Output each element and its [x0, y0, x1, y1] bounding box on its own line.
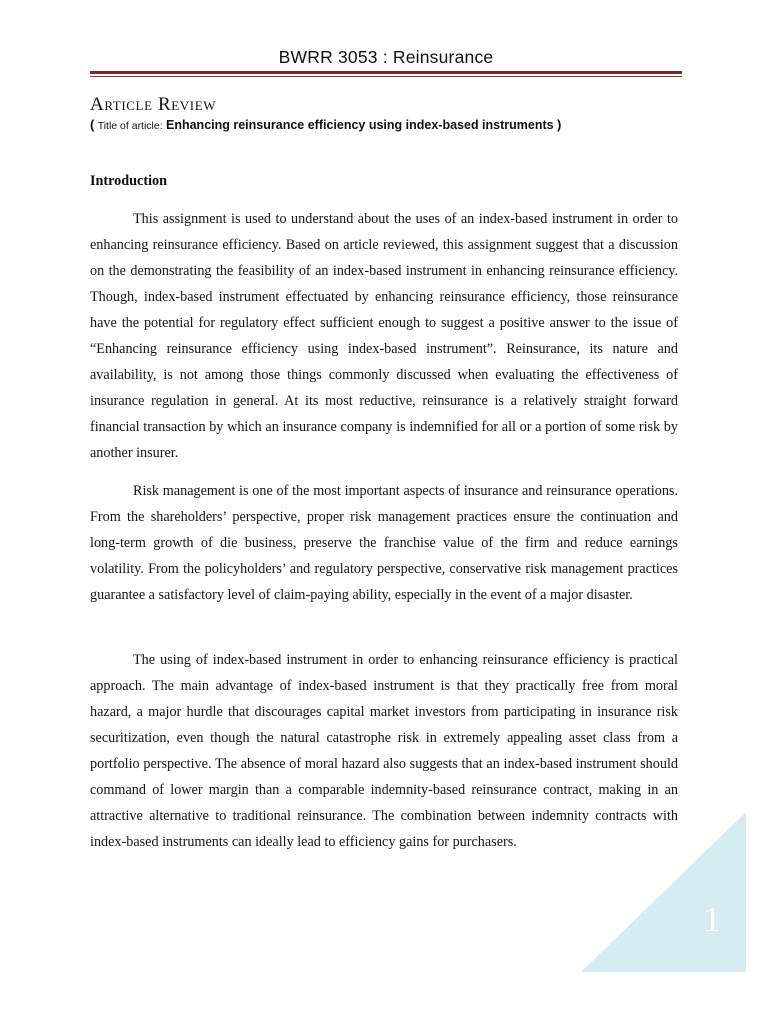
header-rule-thick — [90, 71, 682, 74]
header-rule-thin — [90, 76, 682, 77]
article-review-heading: Article Review — [90, 94, 217, 115]
title-close-paren: ) — [556, 117, 562, 132]
title-open-paren: ( — [90, 117, 95, 132]
page-corner-triangle — [581, 812, 746, 972]
page-number: 1 — [703, 899, 721, 939]
paragraph-2: Risk management is one of the most important aspects of insurance and reinsurance operations. From the shareholders’ perspective, proper risk management practices ensure the continuation and long-term growth of die business, preserve the franchise value of the firm and reduce earnings volatility. From the policyholders’ and regulatory perspective, conservative risk management practices guarantee a satisfactory level of claim-paying ability, especially in the event of a major disaster. — [90, 483, 678, 603]
title-prefix: Title of article: — [97, 120, 163, 132]
paragraph-3: The using of index-based instrument in order to enhancing reinsurance efficiency is practical approach. The main advantage of index-based instrument is that they practically free from moral hazard, a major hurdle that discourages capital market investors from participating in insurance risk securitization, even though the natural catastrophe risk in extremely appealing asset class from a portfolio perspective. The absence of moral hazard also suggests that an index-based instrument should command of lower margin than a comparable indemnity-based reinsurance contract, making in an attractive alternative to traditional reinsurance. The combination between indemnity contracts with index-based instruments can ideally lead to efficiency gains for purchasers. — [90, 652, 678, 850]
page-header: BWRR 3053 : Reinsurance — [278, 47, 494, 67]
section-heading-introduction: Introduction — [90, 173, 167, 189]
article-title-name: Enhancing reinsurance efficiency using index-based instruments — [166, 118, 554, 132]
article-title-line — [90, 117, 561, 132]
paragraph-1: This assignment is used to understand about the uses of an index-based instrument in order to enhancing reinsurance efficiency. Based on article reviewed, this assignment suggest that a discussion on the demonstrating the feasibility of an index-based instrument in enhancing reinsurance efficiency. Though, index-based instrument effectuated by enhancing reinsurance efficiency, those reinsurance have the potential for regulatory effect sufficient enough to suggest a positive answer to the issue of “Enhancing reinsurance efficiency using index-based instrument”. Reinsurance, its nature and availability, is not among those things commonly discussed when evaluating the effectiveness of insurance regulation in general. At its most reductive, reinsurance is a relatively straight forward financial transaction by which an insurance company is indemnified for all or a portion of some risk by another insurer. — [90, 211, 678, 461]
